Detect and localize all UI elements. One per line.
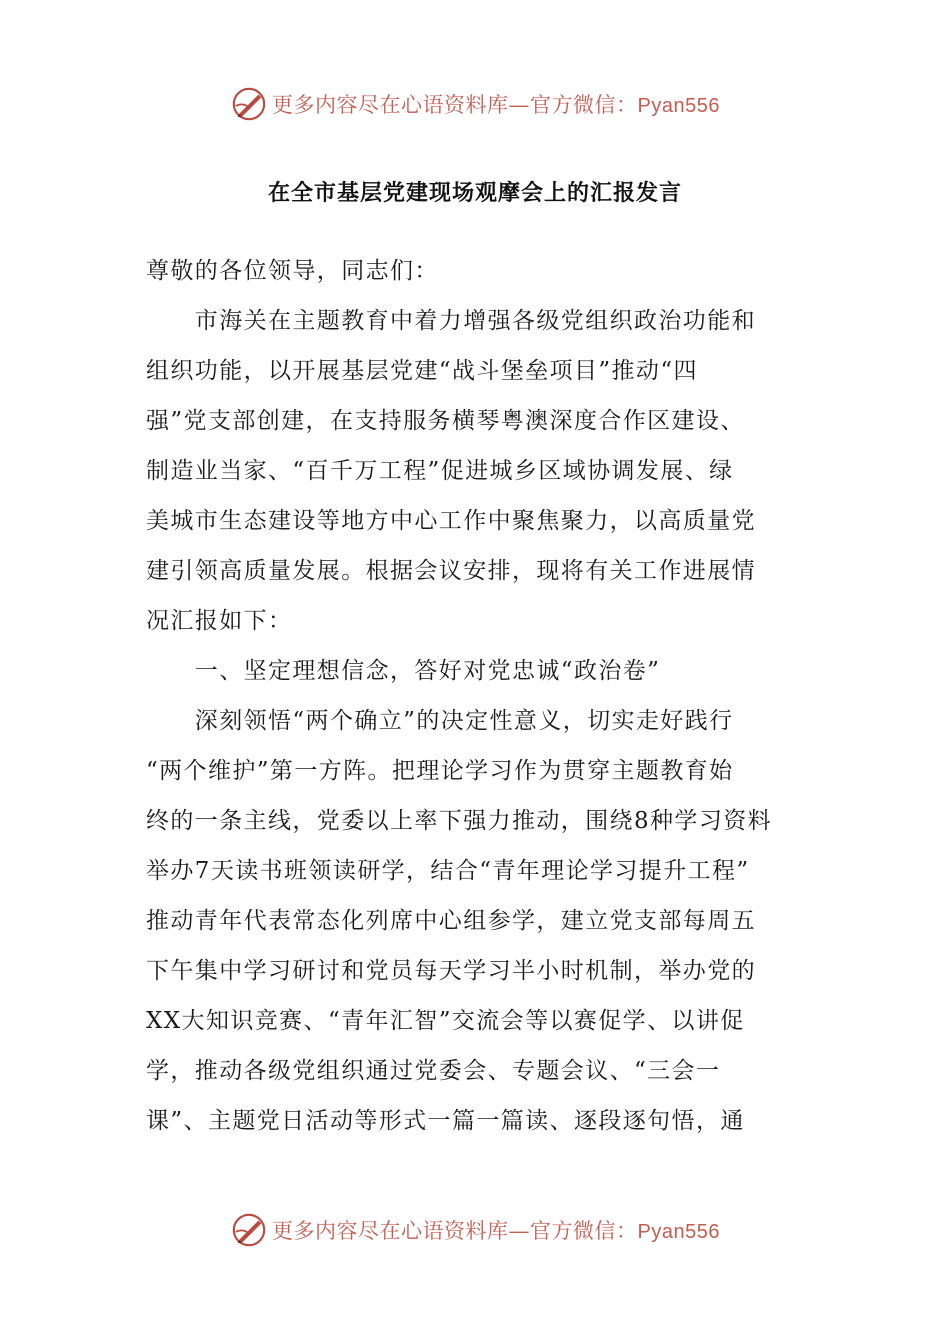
text-line: 深刻领悟“两个确立”的决定性意义，切实走好践行 [146,708,734,734]
text-line: 市海关在主题教育中着力增强各级党组织政治功能和 [146,308,756,334]
text-line: XX大知识竞赛、“青年汇智”交流会等以赛促学、以讲促 [146,1008,745,1034]
document-body [146,246,811,1146]
text-line: “两个维护”第一方阵。把理论学习作为贯穿主题教育始 [146,758,734,784]
text-line: 尊敬的各位领导，同志们： [146,258,439,284]
banner-wechat-id: Pyan556 [637,95,720,117]
pen-logo-icon [230,85,268,123]
text-line: 学，推动各级党组织通过党委会、专题会议、“三会一 [146,1058,721,1084]
text-line: 况汇报如下： [146,608,293,634]
text-line: 制造业当家、“百千万工程”促进城乡区域协调发展、绿 [146,458,734,484]
text-line: 组织功能，以开展基层党建“战斗堡垒项目”推动“四 [146,358,698,384]
text-line: 课”、主题党日活动等形式一篇一篇读、逐段逐句悟，通 [146,1108,745,1134]
banner-text: 更多内容尽在心语资料库—官方微信：Pyan556 [272,93,720,117]
text-line: 美城市生态建设等地方中心工作中聚焦聚力，以高质量党 [146,508,756,534]
pen-logo-icon [230,1211,268,1249]
text-line: 一、坚定理想信念，答好对党忠诚“政治卷” [146,658,661,684]
banner-wechat-id: Pyan556 [637,1221,720,1243]
footer-banner [0,1210,950,1250]
header-banner [0,84,950,124]
text-line: 建引领高质量发展。根据会议安排，现将有关工作进展情 [146,558,756,584]
text-line: 举办7天读书班领读研学，结合“青年理论学习提升工程” [146,858,750,884]
document-title: 在全市基层党建现场观摩会上的汇报发言 [267,181,682,206]
text-line: 强”党支部创建，在支持服务横琴粤澳深度合作区建设、 [146,408,745,434]
text-line: 终的一条主线，党委以上率下强力推动，围绕8种学习资料 [146,808,773,834]
text-line: 下午集中学习研讨和党员每天学习半小时机制，举办党的 [146,958,756,984]
banner-text: 更多内容尽在心语资料库—官方微信：Pyan556 [272,1219,720,1243]
text-line: 推动青年代表常态化列席中心组参学，建立党支部每周五 [146,908,756,934]
